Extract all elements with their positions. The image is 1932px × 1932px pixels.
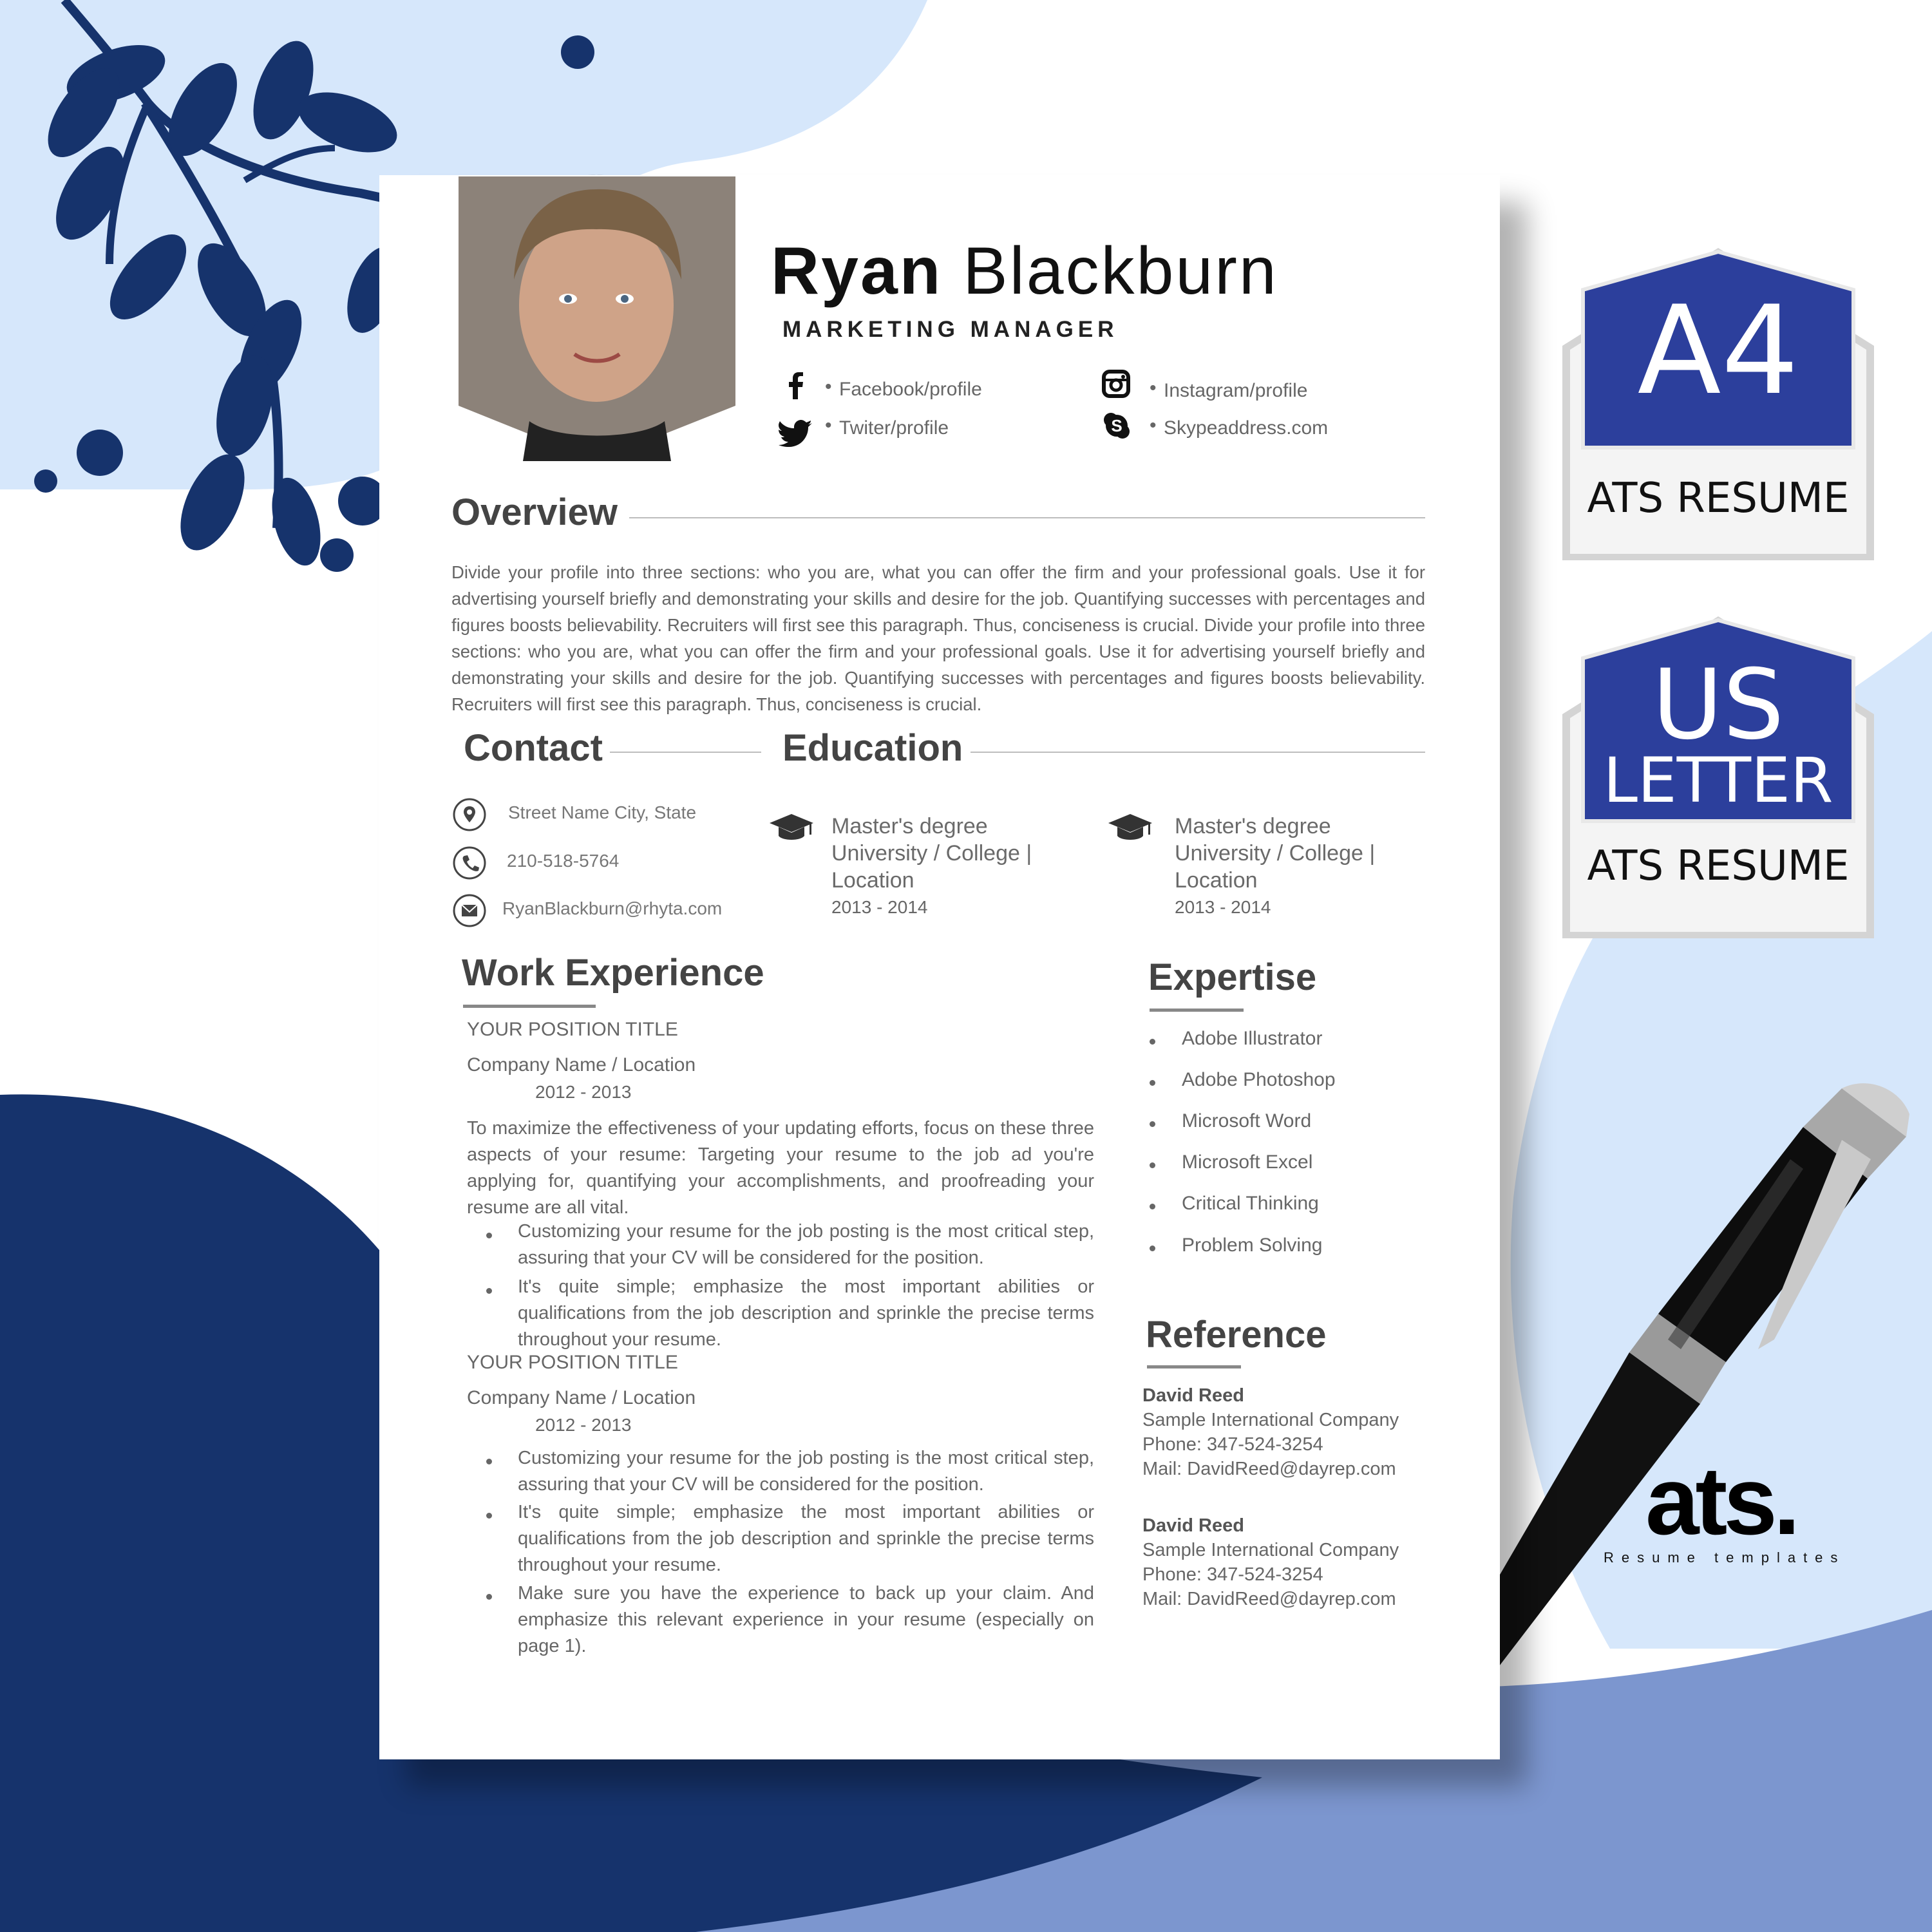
reference-item	[1142, 1513, 1399, 1611]
expertise-item: Adobe Photoshop	[1182, 1069, 1336, 1090]
reference-phone: Phone: 347-524-3254	[1142, 1434, 1323, 1455]
bullet-dot	[486, 1233, 492, 1238]
contact-email[interactable]: RyanBlackburn@rhyta.com	[502, 898, 723, 918]
reference-mail: Mail: DavidReed@dayrep.com	[1142, 1459, 1396, 1479]
reference-company: Sample International Company	[1142, 1410, 1399, 1430]
a4-badge-text: A4	[1637, 279, 1799, 422]
bullet-dot	[486, 1513, 492, 1519]
bullet-separator: •	[825, 415, 832, 436]
us-badge-line2: LETTER	[1603, 744, 1833, 817]
bullet-dot	[1150, 1245, 1155, 1251]
svg-text:S: S	[1111, 416, 1122, 435]
job-bullet: Customizing your resume for the job posting is the most critical step, assuring that your CV will be considered for the position.	[518, 1448, 1094, 1495]
skype-link[interactable]: Skypeaddress.com	[1164, 417, 1329, 439]
skype-icon	[1103, 412, 1130, 439]
resume-name: Ryan Blackburn	[771, 234, 1278, 308]
expertise-item: Microsoft Excel	[1182, 1151, 1313, 1173]
bullet-dot	[486, 1459, 492, 1464]
job-bullets-clip	[379, 1218, 1113, 1350]
expertise-item: Adobe Illustrator	[1182, 1028, 1323, 1049]
bullet-separator: •	[1150, 377, 1157, 399]
bullet-dot	[486, 1594, 492, 1600]
contact-phone: 210-518-5764	[507, 851, 620, 871]
facebook-icon	[789, 372, 803, 399]
reference-name: David Reed	[1142, 1385, 1244, 1406]
us-badge-line1: US	[1652, 649, 1785, 761]
work-underline	[463, 1005, 596, 1008]
reference-mail: Mail: DavidReed@dayrep.com	[1142, 1589, 1396, 1609]
us-badge-label: ATS RESUME	[1587, 842, 1850, 890]
reference-name: David Reed	[1142, 1515, 1244, 1536]
ats-tagline: Resume templates	[1604, 1549, 1846, 1566]
job-position: YOUR POSITION TITLE	[467, 1019, 678, 1040]
education-years: 2013 - 2014	[1175, 897, 1271, 917]
education-rule	[971, 752, 1425, 753]
education-heading: Education	[782, 727, 963, 769]
education-item	[1175, 813, 1406, 921]
bullet-separator: •	[825, 376, 832, 397]
expertise-heading: Expertise	[1148, 956, 1317, 998]
bullet-dot	[1150, 1039, 1155, 1045]
instagram-icon	[1102, 370, 1130, 398]
education-item	[831, 813, 1050, 921]
reference-company: Sample International Company	[1142, 1540, 1399, 1560]
expertise-underline	[1150, 1009, 1244, 1012]
education-location: Location	[1175, 868, 1258, 893]
education-school: University / College |	[831, 841, 1032, 866]
phone-icon	[453, 846, 486, 880]
facebook-link[interactable]: Facebook/profile	[839, 379, 982, 400]
job-years: 2012 - 2013	[535, 1082, 632, 1102]
bullet-dot	[1150, 1204, 1155, 1209]
bullet-dot	[1150, 1080, 1155, 1086]
job-description: To maximize the effectiveness of your updating efforts, focus on these three aspects of your resume: Targeting your resume to the job ad you're applying for, quantifying your accomplishments, and proofreading your resume are all vital.	[467, 1118, 1094, 1218]
expertise-item: Microsoft Word	[1182, 1110, 1312, 1132]
overview-rule	[629, 517, 1425, 518]
contact-rule	[610, 752, 761, 753]
job-position: YOUR POSITION TITLE	[467, 1352, 678, 1373]
bullet-dot	[486, 1288, 492, 1294]
education-degree: Master's degree	[831, 814, 988, 838]
expertise-item: Problem Solving	[1182, 1235, 1323, 1256]
education-school: University / College |	[1175, 841, 1376, 866]
work-heading: Work Experience	[462, 952, 764, 994]
bullet-dot	[1150, 1162, 1155, 1168]
instagram-link[interactable]: Instagram/profile	[1164, 380, 1308, 401]
profile-photo-overlay	[459, 176, 735, 462]
job-company: Company Name / Location	[467, 1054, 696, 1075]
job-years: 2012 - 2013	[535, 1415, 632, 1435]
education-degree: Master's degree	[1175, 814, 1331, 838]
ats-logo: ats.	[1645, 1446, 1797, 1555]
graduation-cap-icon	[770, 813, 813, 844]
resume-job-title: MARKETING MANAGER	[782, 317, 1119, 342]
job-bullet: Customizing your resume for the job posting is the most critical step, assuring that your CV will be considered for the position.	[518, 1221, 1094, 1268]
job-bullet: It's quite simple; emphasize the most important abilities or qualifications from the job description and sprinkle the precise terms throughout your resume.	[518, 1502, 1094, 1575]
job-bullet: It's quite simple; emphasize the most important abilities or qualifications from the job description and sprinkle the precise terms throughout your resume.	[518, 1276, 1094, 1350]
reference-heading: Reference	[1146, 1314, 1327, 1356]
a4-badge-label: ATS RESUME	[1587, 475, 1850, 522]
job-bullet: Make sure you have the experience to back up your claim. And emphasize this relevant experience in your resume (especially on page 1).	[518, 1583, 1094, 1656]
twitter-link[interactable]: Twiter/profile	[839, 417, 949, 439]
reference-item	[1142, 1383, 1399, 1481]
reference-phone: Phone: 347-524-3254	[1142, 1564, 1323, 1585]
graduation-cap-icon	[1108, 813, 1152, 844]
contact-address: Street Name City, State	[508, 802, 697, 822]
education-location: Location	[831, 868, 914, 893]
overview-heading: Overview	[451, 491, 618, 533]
bullet-dot	[1150, 1121, 1155, 1127]
location-icon	[453, 798, 486, 831]
job-company: Company Name / Location	[467, 1387, 696, 1408]
email-icon	[453, 894, 486, 927]
contact-heading: Contact	[464, 727, 603, 769]
education-years: 2013 - 2014	[831, 897, 928, 917]
reference-underline	[1147, 1365, 1241, 1368]
expertise-item: Critical Thinking	[1182, 1193, 1319, 1214]
twitter-icon	[779, 420, 812, 447]
bullet-separator: •	[1150, 415, 1157, 436]
overview-text: Divide your profile into three sections: who you are, what you can offer the firm and your professional goals. Use it for advertising yourself briefly and demonstrating your skills and desire for the job. Quantifying successes with percentages and figures boosts believability. Recruiters will first see this paragraph. Thus, conciseness is crucial. Divide your profile into three sections: who you are, what you can offer the firm and your professional goals. Use it for advertising yourself briefly and demonstrating your skills and desire for the job. Quantifying successes with percentages and figures boosts believability. Recruiters will first see this paragraph. Thus, conciseness is crucial.	[451, 562, 1425, 714]
